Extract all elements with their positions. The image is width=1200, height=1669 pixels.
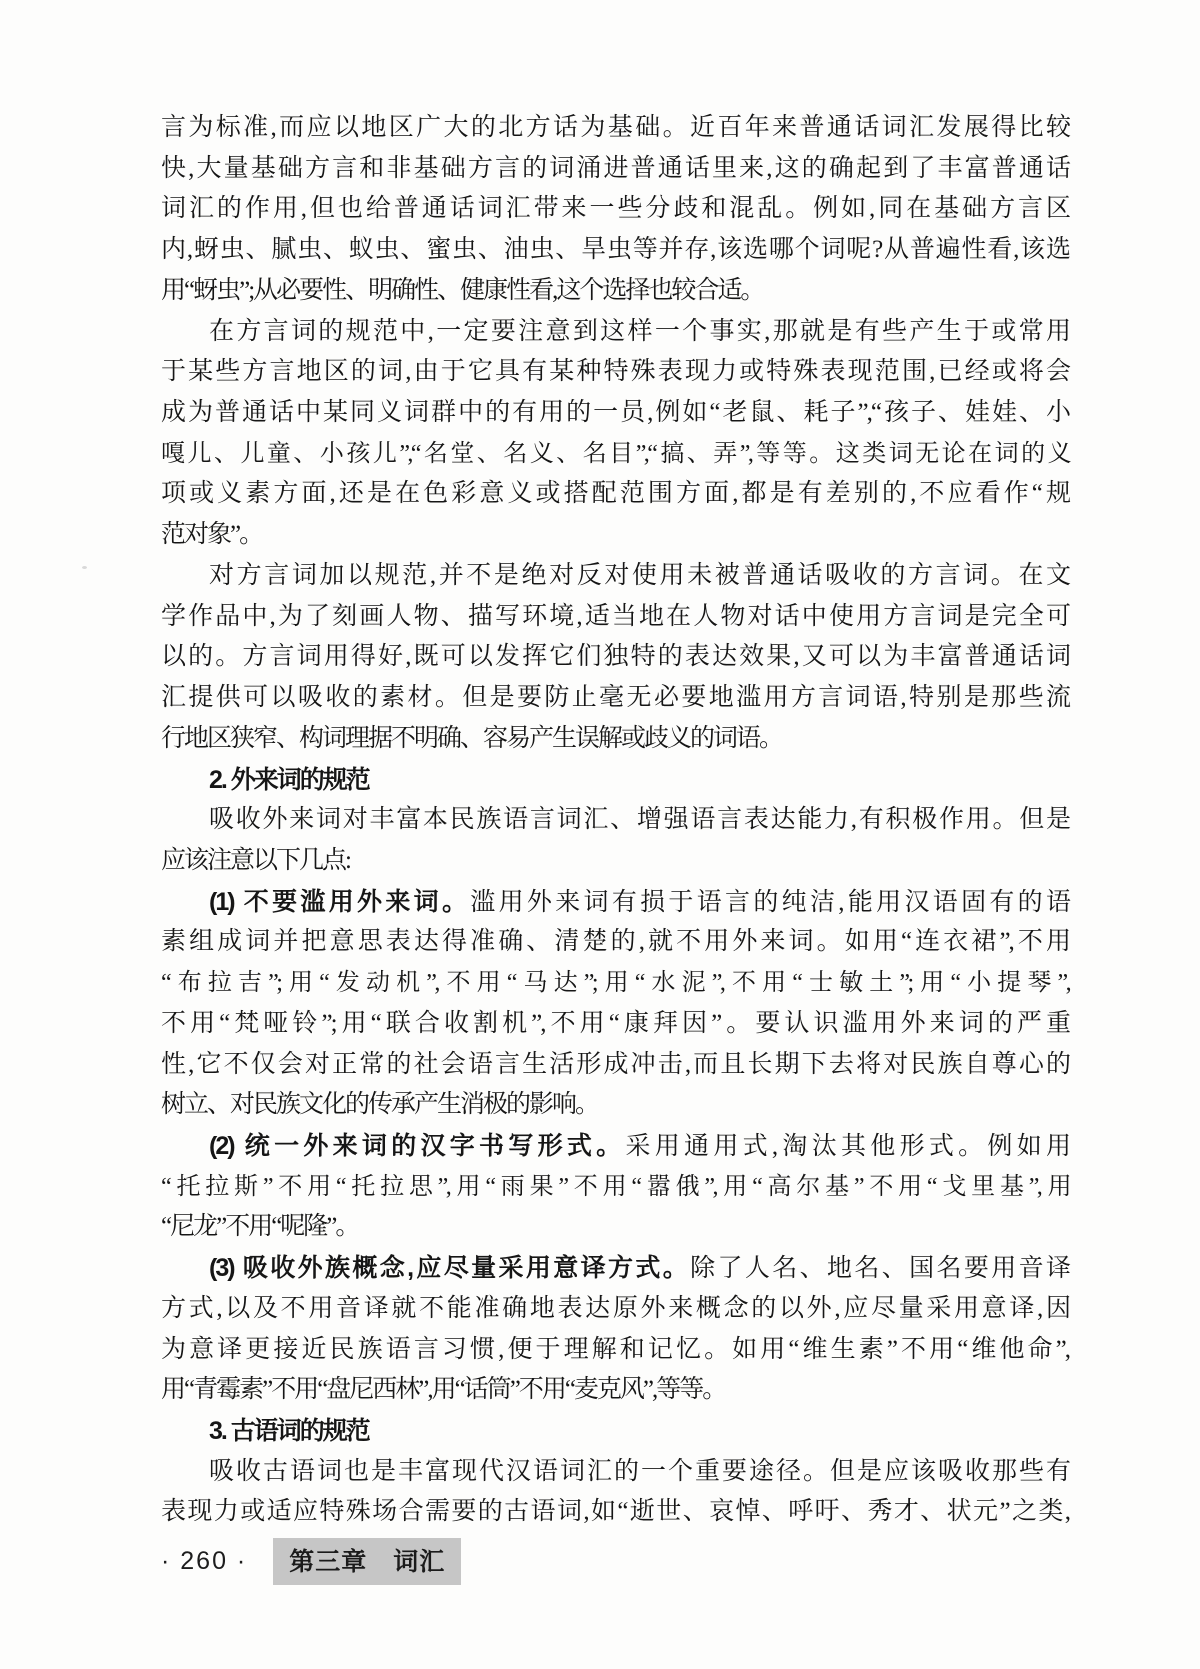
text-line xyxy=(161,1411,1069,1452)
body-text: 范对象”。 xyxy=(161,521,263,549)
text-line xyxy=(161,1085,1069,1126)
page-number: · 260 · xyxy=(161,1547,248,1575)
body-text: 除了人名、地名、国名要用音译 xyxy=(690,1255,1069,1283)
text-line xyxy=(161,882,1069,923)
body-text: 词汇的作用,但也给普通话词汇带来一些分歧和混乱。例如,同在基础方言区 xyxy=(161,195,1069,223)
body-text: 素组成词并把意思表达得准确、清楚的,就不用外来词。如用“连衣裙”,不用 xyxy=(161,928,1069,956)
body-text: 项或义素方面,还是在色彩意义或搭配范围方面,都是有差别的,不应看作“规 xyxy=(161,480,1069,508)
text-line xyxy=(161,393,1069,434)
bold-lead-text: (2) 统一外来词的汉字书写形式。 xyxy=(209,1131,626,1160)
body-text: 为意译更接近民族语言习惯,便于理解和记忆。如用“维生素”不用“维他命”, xyxy=(161,1335,1069,1363)
body-text: 在方言词的规范中,一定要注意到这样一个事实,那就是有些产生于或常用 xyxy=(209,317,1069,345)
text-line xyxy=(161,556,1069,597)
text-line xyxy=(161,515,1069,556)
text-line xyxy=(161,1248,1069,1289)
text-line xyxy=(161,719,1069,760)
text-line xyxy=(161,230,1069,271)
body-text: 不用“梵哑铃”;用“联合收割机”,不用“康拜因”。要认识滥用外来词的严重 xyxy=(161,1009,1069,1037)
body-text: 吸收古语词也是丰富现代汉语词汇的一个重要途径。但是应该吸收那些有 xyxy=(209,1457,1069,1485)
text-line xyxy=(161,1289,1069,1330)
text-line xyxy=(161,434,1069,475)
body-text: 于某些方言地区的词,由于它具有某种特殊表现力或特殊表现范围,已经或将会 xyxy=(161,358,1069,386)
body-text-block xyxy=(161,108,1069,1533)
bold-lead-text: 2. 外来词的规范 xyxy=(209,765,369,794)
body-text: 采用通用式,淘汰其他形式。例如用 xyxy=(625,1132,1069,1160)
text-line xyxy=(161,1330,1069,1371)
text-line xyxy=(161,1045,1069,1086)
body-text: 以的。方言词用得好,既可以发挥它们独特的表达效果,又可以为丰富普通话词 xyxy=(161,643,1069,671)
text-line xyxy=(161,312,1069,353)
text-line xyxy=(161,1004,1069,1045)
body-text: 对方言词加以规范,并不是绝对反对使用未被普通话吸收的方言词。在文 xyxy=(209,561,1069,589)
text-line xyxy=(161,149,1069,190)
text-line xyxy=(161,189,1069,230)
body-text: 用“青霉素”不用“盘尼西林”,用“话筒”不用“麦克风”,等等。 xyxy=(161,1376,726,1404)
text-line xyxy=(161,1492,1069,1533)
text-line xyxy=(161,678,1069,719)
body-text: 学作品中,为了刻画人物、描写环境,适当地在人物对话中使用方言词是完全可 xyxy=(161,602,1069,630)
bold-lead-text: (1) 不要滥用外来词。 xyxy=(209,887,471,916)
body-text: 树立、对民族文化的传承产生消极的影响。 xyxy=(161,1091,599,1119)
chapter-label: 第三章 词汇 xyxy=(273,1538,461,1585)
body-text: 汇提供可以吸收的素材。但是要防止毫无必要地滥用方言词语,特别是那些流 xyxy=(161,684,1069,712)
body-text: 方式,以及不用音译就不能准确地表达原外来概念的以外,应尽量采用意译,因 xyxy=(161,1294,1069,1322)
text-line xyxy=(161,800,1069,841)
text-line xyxy=(161,841,1069,882)
body-text: 嘎儿、儿童、小孩儿”,“名堂、名义、名目”,“搞、弄”,等等。这类词无论在词的义 xyxy=(161,440,1069,467)
text-line xyxy=(161,352,1069,393)
text-line xyxy=(161,1452,1069,1493)
body-text: 内,蚜虫、腻虫、蚁虫、蜜虫、油虫、旱虫等并存,该选哪个词呢?从普遍性看,该选 xyxy=(161,236,1069,264)
text-line xyxy=(161,922,1069,963)
body-text: 快,大量基础方言和非基础方言的词涌进普通话里来,这的确起到了丰富普通话 xyxy=(161,154,1069,182)
text-line xyxy=(161,597,1069,638)
body-text: 性,它不仅会对正常的社会语言生活形成冲击,而且长期下去将对民族自尊心的 xyxy=(161,1050,1069,1078)
scan-artifact xyxy=(82,566,87,569)
body-text: 应该注意以下几点: xyxy=(161,846,350,874)
body-text: 言为标准,而应以地区广大的北方话为基础。近百年来普通话词汇发展得比较 xyxy=(161,114,1069,141)
text-line xyxy=(161,1167,1069,1208)
text-line xyxy=(161,963,1069,1004)
text-line xyxy=(161,1207,1069,1248)
body-text: “布拉吉”;用“发动机”,不用“马达”;用“水泥”,不用“士敏土”;用“小提琴”, xyxy=(161,970,1069,997)
body-text: 吸收外来词对丰富本民族语言词汇、增强语言表达能力,有积极作用。但是 xyxy=(209,806,1069,834)
bold-lead-text: (3) 吸收外族概念,应尽量采用意译方式。 xyxy=(209,1254,691,1283)
body-text: “托拉斯”不用“托拉思”,用“雨果”不用“嚣俄”,用“高尔基”不用“戈里基”,用 xyxy=(161,1173,1069,1200)
body-text: 用“蚜虫”;从必要性、明确性、健康性看,这个选择也较合适。 xyxy=(161,276,764,304)
body-text: 成为普通话中某同义词群中的有用的一员,例如“老鼠、耗子”,“孩子、娃娃、小 xyxy=(161,399,1069,427)
body-text: 滥用外来词有损于语言的纯洁,能用汉语固有的语 xyxy=(470,888,1069,916)
text-line xyxy=(161,1126,1069,1167)
body-text: 行地区狭窄、构词理据不明确、容易产生误解或歧义的词语。 xyxy=(161,724,783,752)
text-line xyxy=(161,271,1069,312)
bold-lead-text: 3. 古语词的规范 xyxy=(209,1417,369,1445)
text-line xyxy=(161,474,1069,515)
text-line xyxy=(161,760,1069,801)
body-text: “尼龙”不用“呢隆”。 xyxy=(161,1213,359,1241)
text-line xyxy=(161,108,1069,149)
text-line xyxy=(161,1370,1069,1411)
body-text: 表现力或适应特殊场合需要的古语词,如“逝世、哀悼、呼吁、秀才、状元”之类, xyxy=(161,1498,1069,1526)
text-line xyxy=(161,637,1069,678)
page-footer xyxy=(161,1538,461,1585)
